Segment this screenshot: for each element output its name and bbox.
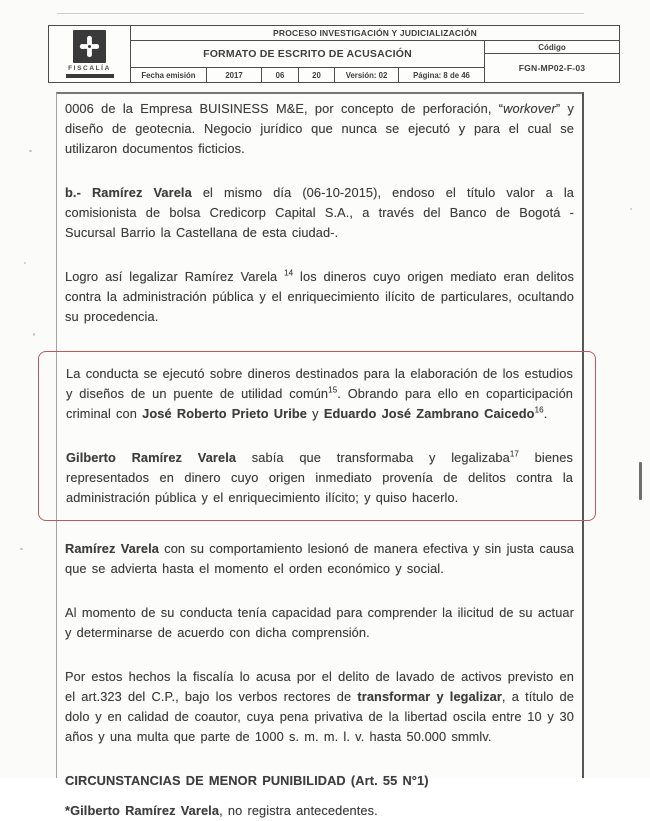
- paragraph: *Gilberto Ramírez Varela, no registra antecedentes.: [65, 803, 378, 818]
- paragraph: b.- Ramírez Varela el mismo día (06-10-2015), endoso el título valor a la comisionista de bolsa Credicorp Capital S.A., a través del Banco de Bogotá -Sucursal Barrio la Castellana de esta ciudad-.: [65, 185, 574, 240]
- scan-artifact-line: [57, 13, 584, 14]
- header-center-column: [131, 41, 484, 82]
- puzzle-icon: [78, 35, 101, 58]
- scan-speckle: [29, 150, 32, 152]
- paragraph: Al momento de su conducta tenía capacidad para comprender la ilicitud de su actuar y determinarse de acuerdo con dicha comprensión.: [65, 605, 574, 640]
- highlight-annotation-box: [38, 351, 596, 521]
- scan-speckle: [20, 548, 23, 550]
- form-header-table: [48, 25, 620, 83]
- fiscalia-logo-bar: [66, 74, 114, 78]
- meta-cell: Fecha emisión: [131, 68, 207, 82]
- meta-cell: 06: [262, 68, 299, 82]
- text-section: [65, 99, 574, 327]
- meta-cell: 2017: [207, 68, 262, 82]
- text-section: [65, 539, 574, 821]
- codigo-column: [484, 41, 619, 82]
- header-lower: [131, 41, 619, 82]
- section-heading: CIRCUNSTANCIAS DE MENOR PUNIBILIDAD (Art. 55 N°1): [65, 773, 429, 788]
- paragraph: Por estos hechos la fiscalía lo acusa por el delito de lavado de activos previsto en el art.323 del C.P., bajo los verbos rectores de transformar y legalizar, a título de dolo y en calidad de coautor, cuya pena privativa de la libertad oscila entre 10 y 30 años y una multa que parte de 1000 s. m. m. l. v. hasta 50.000 smmlv.: [65, 669, 574, 744]
- paragraph: 0006 de la Empresa BUISINESS M&E, por concepto de perforación, “workover” y diseño de geotecnia. Negocio jurídico que nunca se ejecutó y para el cual se utilizaron documentos ficticios.: [65, 101, 574, 156]
- header-meta-row: [131, 67, 484, 82]
- scan-speckle: [630, 208, 632, 210]
- paragraph: Ramírez Varela con su comportamiento lesionó de manera efectiva y sin justa causa que se advierta hasta el momento el orden económico y social.: [65, 541, 574, 576]
- codigo-label: Código: [485, 41, 619, 54]
- header-main: [131, 26, 619, 82]
- paragraph: La conducta se ejecutó sobre dineros destinados para la elaboración de los estudios y diseños de un puente de utilidad común$^{15}$. Obrando para ello en coparticipación criminal con José Roberto Prieto Uribe y Eduardo José Zambrano Caicedo$^{16}$.: [66, 366, 574, 421]
- paragraph: Logro así legalizar Ramírez Varela $^{14}$ los dineros cuyo origen mediato eran delitos contra la administración pública y el enriquecimiento ilícito de particulares, ocultando su procedencia.: [65, 268, 574, 324]
- form-code: FGN-MP02-F-03: [518, 63, 586, 73]
- fiscalia-logo-cell: [49, 26, 131, 82]
- fiscalia-logo: [73, 30, 106, 63]
- scan-speckle: [24, 262, 26, 264]
- form-title: FORMATO DE ESCRITO DE ACUSACIÓN: [203, 48, 412, 60]
- document-body: [56, 92, 584, 818]
- meta-cell: 20: [299, 68, 335, 82]
- fiscalia-logo-label: FISCALÍA: [68, 65, 111, 72]
- meta-cell: Página: 8 de 46: [413, 70, 470, 80]
- scan-speckle: [33, 333, 35, 336]
- meta-cell: Versión: 02: [335, 68, 399, 82]
- process-title: PROCESO INVESTIGACIÓN Y JUDICIALIZACIÓN: [131, 26, 619, 41]
- scan-edge-artifact: [639, 462, 642, 500]
- paragraph: Gilberto Ramírez Varela sabía que transformaba y legalizaba$^{17}$ bienes representados en dinero cuyo origen inmediato provenía de delitos contra la administración pública y el enriquecimiento ilícito; y quiso hacerlo.: [66, 449, 573, 505]
